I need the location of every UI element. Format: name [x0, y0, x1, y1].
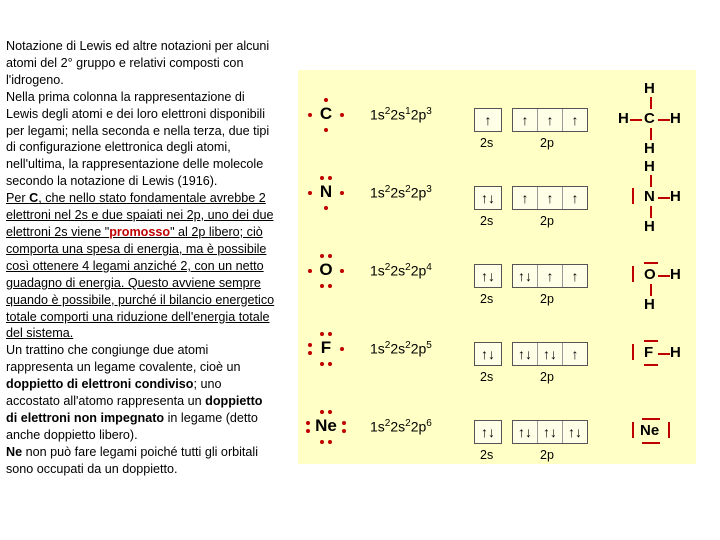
electron-dot	[328, 284, 332, 288]
electron-dot	[340, 269, 344, 273]
orbital-2p-box: ↑↓ ↑↓ ↑	[512, 342, 588, 366]
electron-dot	[308, 351, 312, 355]
electron-dot	[320, 440, 324, 444]
molecule-ch4: H C H H H	[618, 80, 681, 157]
trattino-paragraph: Un trattino che congiunge due atomi rappresenta un legame covalente, cioè un doppietto di elettroni condiviso; uno accostato all'atomo rappresenta un doppietto di elettroni non impegnato in legame (detto anche doppietto libero).	[6, 343, 263, 442]
promosso-word: promosso	[109, 224, 171, 239]
electron-dot	[328, 176, 332, 180]
electron-dot	[340, 113, 344, 117]
electron-dot	[308, 343, 312, 347]
lewis-table	[298, 70, 696, 464]
row-nitrogen	[298, 148, 696, 235]
orbital-2s-box: ↑↓	[474, 264, 502, 288]
lewis-symbol: O	[319, 260, 333, 279]
orbital-2p-box: ↑↓ ↑↓ ↑↓	[512, 420, 588, 444]
electron-dot	[320, 176, 324, 180]
ne-paragraph: Ne non può fare legami poiché tutti gli orbitali sono occupati da un doppietto.	[6, 444, 259, 476]
orbital-2p-box: ↑ ↑ ↑	[512, 186, 588, 210]
electron-dot	[306, 421, 310, 425]
electron-config: $1s^22s^12p^3$	[370, 106, 432, 123]
label-2s: 2s	[480, 292, 494, 306]
electron-dot	[328, 332, 332, 336]
label-2s: 2s	[480, 214, 494, 228]
electron-config: $1s^22s^22p^3$	[370, 184, 432, 201]
electron-dot	[320, 332, 324, 336]
row-carbon	[298, 70, 696, 157]
electron-dot	[308, 113, 312, 117]
molecule-ne: Ne	[608, 382, 696, 460]
electron-dot	[324, 98, 328, 102]
electron-config: $1s^22s^22p^6$	[370, 418, 432, 435]
lewis-symbol: N	[319, 182, 333, 201]
electron-dot	[320, 284, 324, 288]
orbital-2p-box: ↑ ↑ ↑	[512, 108, 588, 132]
label-2p: 2p	[540, 370, 554, 384]
electron-dot	[328, 440, 332, 444]
row-oxygen	[298, 226, 696, 313]
molecule-nh3: H N H H	[608, 148, 696, 226]
per-c-paragraph: Per C, che nello stato fondamentale avrebbe 2 elettroni nel 2s e due spaiati nei 2p, uno dei due elettroni 2s viene "promosso" al 2p libero; ciò comporta una spesa di energia, ma è possibile così ottenere 4 legami anziché 2, con un netto guadagno di energia. Questo avviene sempre quando è possibile, purché il bilancio energetico totale comporti una riduzione dell'energia totale del sistema.	[6, 191, 275, 341]
label-2p: 2p	[540, 448, 554, 462]
nella-paragraph: Nella prima colonna la rappresentazione di Lewis degli atomi e dei loro elettroni disponibili per legami; nella seconda e nella terza, due tipi di configurazione elettronica degli atomi, nell'ultima, la rappresentazione delle molecole secondo la notazione di Lewis (1916).	[6, 89, 270, 189]
electron-dot	[328, 410, 332, 414]
lewis-symbol: F	[320, 338, 332, 357]
electron-dot	[340, 347, 344, 351]
orbital-2s-box: ↑↓	[474, 420, 502, 444]
label-2p: 2p	[540, 136, 554, 150]
label-2p: 2p	[540, 214, 554, 228]
electron-dot	[340, 191, 344, 195]
lewis-symbol: Ne	[315, 416, 337, 435]
description-text	[6, 38, 276, 478]
label-2p: 2p	[540, 292, 554, 306]
electron-dot	[308, 191, 312, 195]
electron-dot	[320, 410, 324, 414]
electron-dot	[320, 362, 324, 366]
electron-dot	[342, 421, 346, 425]
intro-paragraph: Notazione di Lewis ed altre notazioni per alcuni atomi del 2° gruppo e relativi composti con l'idrogeno.	[6, 39, 270, 87]
electron-dot	[328, 362, 332, 366]
label-2s: 2s	[480, 136, 494, 150]
label-2s: 2s	[480, 370, 494, 384]
orbital-2s-box: ↑↓	[474, 186, 502, 210]
molecule-hf: F H	[608, 304, 696, 382]
row-neon	[298, 382, 696, 460]
electron-config: $1s^22s^22p^4$	[370, 262, 432, 279]
electron-config: $1s^22s^22p^5$	[370, 340, 432, 357]
electron-dot	[342, 429, 346, 433]
electron-dot	[324, 128, 328, 132]
orbital-2p-box: ↑↓ ↑ ↑	[512, 264, 588, 288]
electron-dot	[306, 429, 310, 433]
electron-dot	[328, 254, 332, 258]
lewis-symbol: C	[319, 104, 333, 123]
electron-dot	[324, 206, 328, 210]
molecule-h2o: O H H	[608, 226, 696, 304]
row-fluorine	[298, 304, 696, 382]
orbital-2s-box: ↑	[474, 108, 502, 132]
label-2s: 2s	[480, 448, 494, 462]
electron-dot	[320, 254, 324, 258]
orbital-2s-box: ↑↓	[474, 342, 502, 366]
electron-dot	[308, 269, 312, 273]
